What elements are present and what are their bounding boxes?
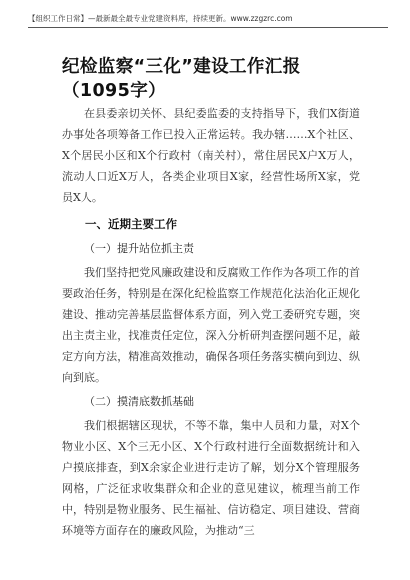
section-heading: 一、近期主要工作 xyxy=(85,217,177,231)
subsection-heading: （一）提升站位抓主责 xyxy=(84,242,194,255)
document-body xyxy=(62,103,360,541)
subsection-paragraph: 我们根据辖区现状，不等不靠，集中人员和力量，对X个物业小区、X个三无小区、X个行政村进行全面数据统计和入户摸底排查，到X余家企业进行走访了解，划分X个管理服务网格，广泛征求收集群众和企业的意见建议，梳理当前工作中，特别是物业服务、民生福祉、信访稳定、项目建设、营商环境等方面存在的廉政风险，为推动“三 xyxy=(62,419,360,537)
document-title: 纪检监察“三化”建设工作汇报（1095字） xyxy=(62,57,301,101)
subsection-paragraph: 我们坚持把党风廉政建设和反腐败工作作为各项工作的首要政治任务，特别是在深化纪检监察工作规范化法治化正规化建设、推动完善基层监督体系方面，列入党工委研究专题，突出主责主业，找准责任定位，深入分析研判查摆问题不足，敲定方向方法，精准高效推动，确保各项任务落实横向到边、纵向到底。 xyxy=(62,266,360,384)
intro-paragraph: 在县委亲切关怀、县纪委监委的支持指导下，我们X街道办事处各项筹备工作已投入正常运转。我办辖……X个社区、X个居民小区和X个行政村（南关村），常住居民X户X万人，流动人口近X万人，各类企业项目X家，经营性场所X家，党员X人。 xyxy=(62,107,360,204)
site-banner: 【组织工作日常】—最新最全最专业党建资料库，持续更新。www.zzgzrc.com xyxy=(28,12,388,28)
subsection-heading: （二）摸清底数抓基础 xyxy=(84,395,194,408)
